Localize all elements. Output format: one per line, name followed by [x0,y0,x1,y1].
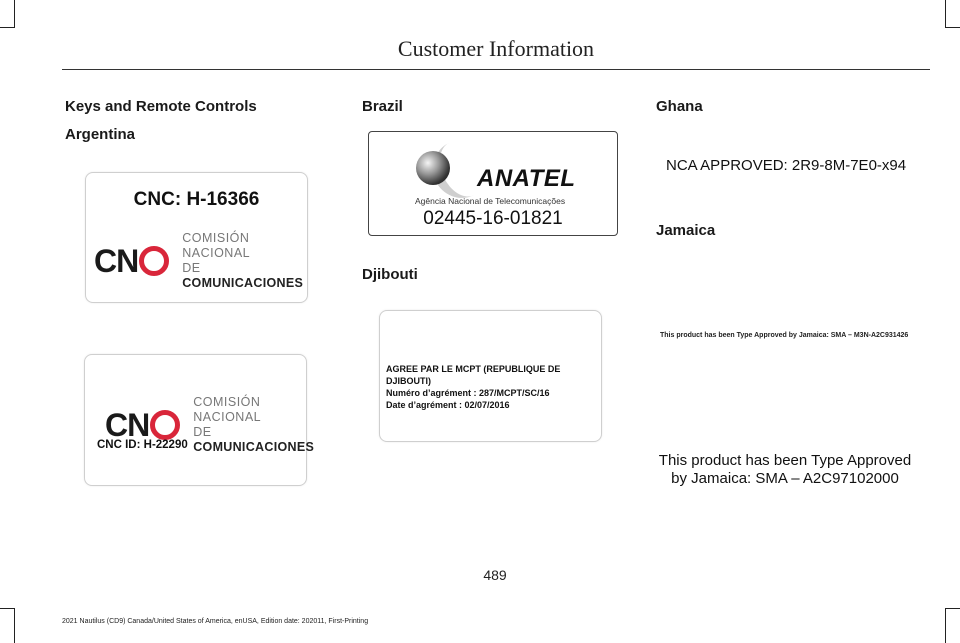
djibouti-label-card [379,310,602,442]
header-rule [62,69,930,70]
page-title: Customer Information [397,36,595,61]
country-heading-jamaica: Jamaica [656,222,716,239]
anatel-sphere-icon [416,151,450,185]
anatel-number: 02445-16-01821 [423,208,563,229]
cnc-logo-text: COMISIÓN NACIONAL DE COMUNICACIONES [193,395,315,454]
anatel-subtitle: Agência Nacional de Telecomunicações [415,196,566,206]
anatel-logo-word: ANATEL [477,165,576,192]
crop-mark [946,27,960,28]
country-heading-brazil: Brazil [362,98,403,115]
cnc-label-card-1 [85,172,308,303]
crop-mark [14,0,15,28]
anatel-label [368,131,618,236]
crop-mark [945,608,946,643]
crop-mark [0,608,14,609]
cnc-logo-letters: CN [105,407,181,444]
country-heading-ghana: Ghana [656,98,703,115]
footer-text: 2021 Nautilus (CD9) Canada/United States of America, enUSA, Edition date: 202011, First-Printing [62,618,369,625]
cnc-ring-icon [150,410,180,440]
page-number: 489 [483,567,507,583]
section-heading: Keys and Remote Controls [65,98,257,115]
crop-mark [0,27,14,28]
cnc-id: CNC: H-16366 [133,189,260,210]
cnc-label-card-2 [84,354,315,486]
jamaica-approval-small: This product has been Type Approved by Jamaica: SMA – M3N-A2C931426 [660,332,909,339]
country-heading-djibouti: Djibouti [362,266,418,283]
country-heading-argentina: Argentina [65,126,136,143]
crop-mark [946,608,960,609]
crop-mark [14,608,15,643]
crop-mark [945,0,946,28]
cnc-logo-text: COMISIÓN NACIONAL DE COMUNICACIONES [182,231,304,290]
cnc-id: CNC ID: H-22290 [97,439,188,451]
ghana-approval-text: NCA APPROVED: 2R9-8M-7E0-x94 [666,157,907,174]
jamaica-approval-large: This product has been Type Approved by Jamaica: SMA – A2C97102000 [658,452,912,487]
djibouti-approval-text: AGREE PAR LE MCPT (REPUBLIQUE DE DJIBOUTI) Numéro d’agrément : 287/MCPT/SC/16 Date d’agrément : 02/07/2016 [386,364,561,410]
cnc-logo-letters: CN [94,243,170,280]
cnc-ring-icon [139,246,169,276]
cnc-logo [94,231,307,291]
